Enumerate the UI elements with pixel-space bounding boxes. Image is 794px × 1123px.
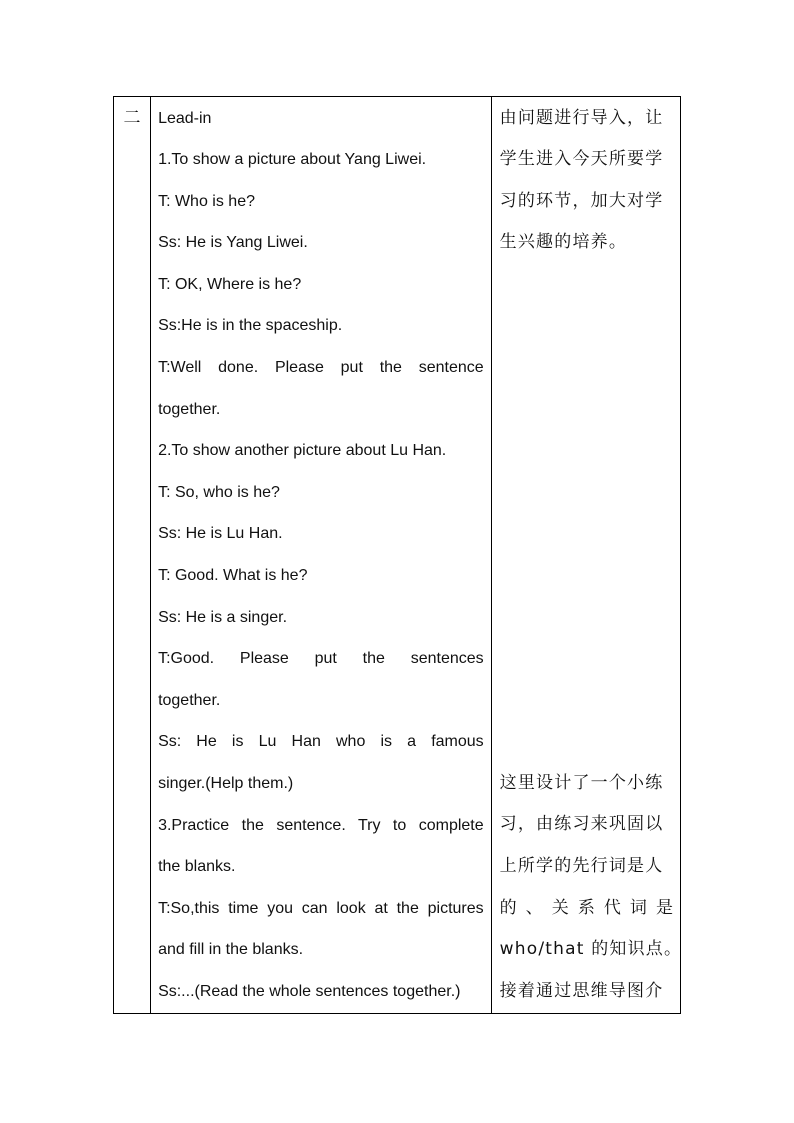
note-line: 习，由练习来巩固以: [499, 814, 664, 835]
procedure-line: T:So,this time you can look at the pictures: [158, 899, 484, 917]
procedure-cell: [151, 97, 492, 1014]
procedure-line: the blanks.: [158, 858, 236, 876]
lead-in-note: [500, 98, 673, 264]
procedure-line: Ss: He is a singer.: [158, 608, 288, 626]
procedure-line: together.: [158, 691, 221, 709]
procedure-line: singer.(Help them.): [158, 775, 294, 792]
procedure-line: Ss:...(Read the whole sentences together.): [158, 982, 461, 1000]
note-line: 接着通过思维导图介: [499, 980, 664, 1001]
note-line: 上所学的先行词是人: [499, 856, 664, 877]
procedure-line: Ss: He is Lu Han who is a famous: [158, 733, 484, 751]
note-line: 生兴趣的培养。: [499, 232, 628, 253]
procedure-line: Ss:He is in the spaceship.: [158, 317, 343, 335]
procedure-line: T: Who is he?: [158, 192, 255, 210]
procedure-lines: [151, 98, 491, 1013]
note-line: 的 、 关 系 代 词 是: [499, 897, 673, 918]
note-line: 习的环节，加大对学: [499, 190, 664, 211]
procedure-line: and fill in the blanks.: [158, 941, 304, 959]
procedure-line: Ss: He is Yang Liwei.: [158, 234, 308, 252]
procedure-line: 1.To show a picture about Yang Liwei.: [158, 151, 427, 169]
note-line: 由问题进行导入，让: [499, 107, 664, 128]
procedure-heading: Lead-in: [158, 109, 212, 127]
lesson-plan-table: [113, 96, 681, 1014]
practice-note: [499, 763, 683, 1013]
procedure-line: T:Good. Please put the sentences: [158, 650, 484, 668]
note-line: 学生进入今天所要学: [499, 149, 664, 170]
note-line: 这里设计了一个小练: [499, 772, 664, 793]
procedure-line: 3.Practice the sentence. Try to complete: [158, 816, 484, 834]
step-number: 二: [123, 108, 141, 128]
procedure-line: together.: [158, 400, 221, 418]
procedure-line: T: Good. What is he?: [158, 567, 308, 585]
procedure-line: T: OK, Where is he?: [158, 275, 302, 293]
procedure-line: Ss: He is Lu Han.: [158, 525, 283, 543]
procedure-line: T: So, who is he?: [158, 483, 280, 501]
step-number-cell: [114, 97, 151, 1014]
note-line: who/that 的知识点。: [499, 939, 683, 960]
procedure-line: 2.To show another picture about Lu Han.: [158, 442, 447, 460]
design-notes-cell: [491, 97, 683, 1014]
design-notes: [492, 98, 683, 1013]
procedure-line: T:Well done. Please put the sentence: [158, 359, 484, 377]
table-row: [114, 97, 681, 1014]
